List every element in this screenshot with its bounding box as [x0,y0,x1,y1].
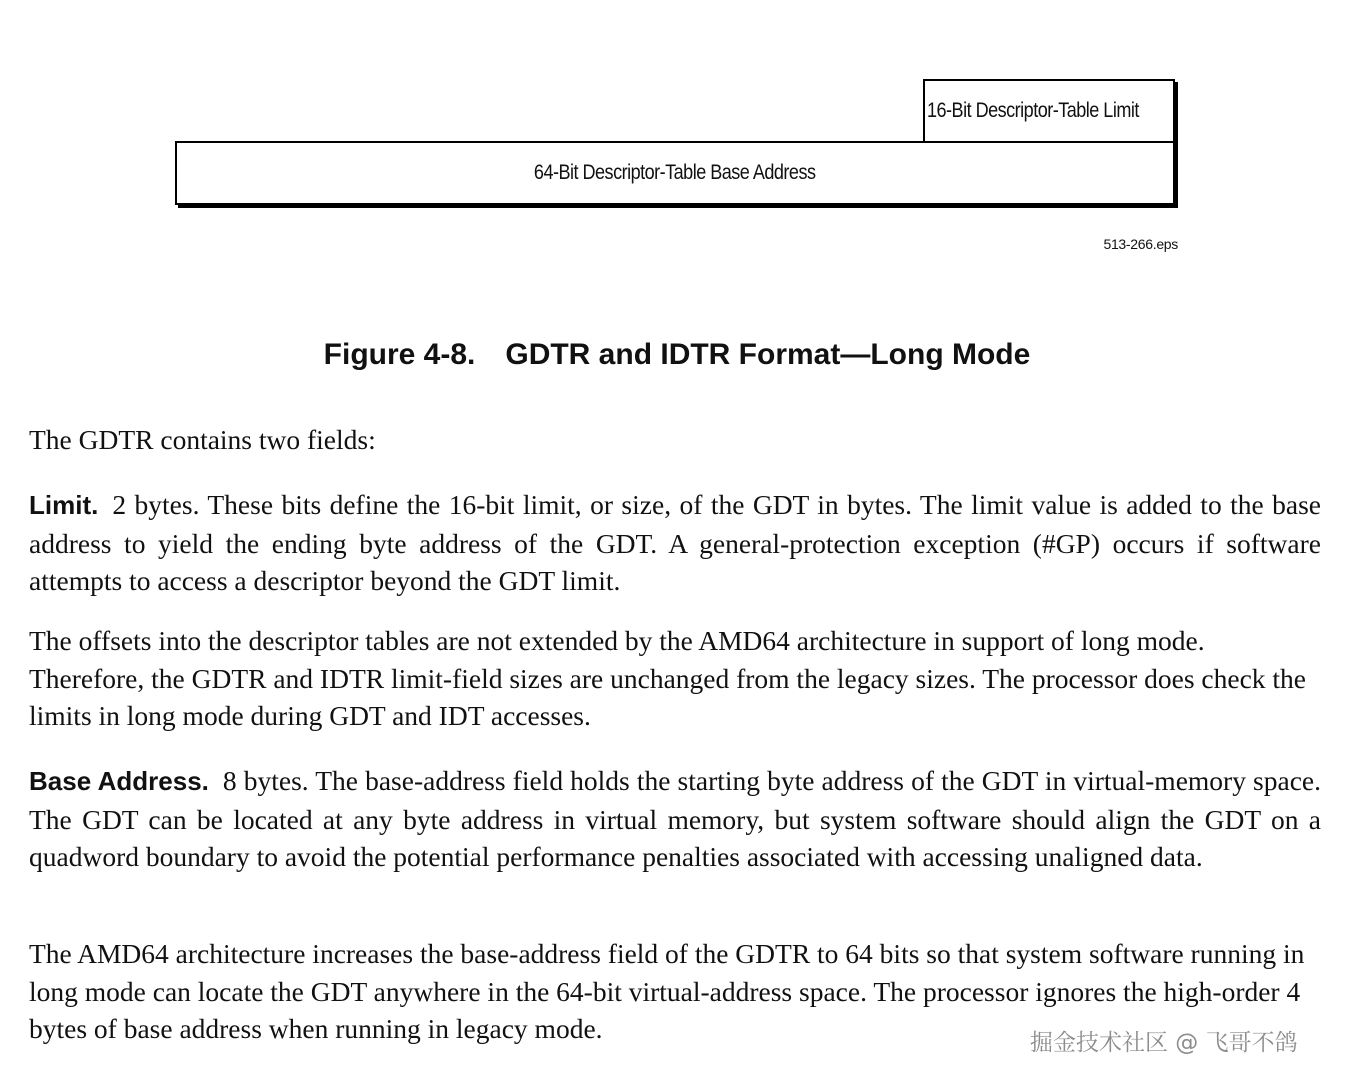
base-address-term: Base Address. [29,766,209,796]
figure-title: GDTR and IDTR Format—Long Mode [505,338,1031,371]
figure-file-id: 513-266.eps [1103,236,1178,252]
figure-caption [0,338,1346,372]
offsets-paragraph: The offsets into the descriptor tables are not extended by the AMD64 architecture in support of long mode. Therefore, the GDTR and IDTR limit-field sizes are unchanged from the legacy sizes. The processor does check the limits in long mode during GDT and IDT accesses. [29,625,1307,731]
limit-paragraph [29,486,1321,600]
base-address-description: 8 bytes. The base-address field holds the starting byte address of the GDT in virtual-memory space. The GDT can be located at any byte address in virtual memory, but system software should align the GDT on a quadword boundary to avoid the potential performance penalties associated with accessing unaligned data. [29,765,1321,872]
descriptor-table-limit-field [923,79,1175,143]
figure-number: Figure 4-8. [323,338,476,371]
limit-field-label: 16-Bit Descriptor-Table Limit [927,99,1139,122]
intro-paragraph: The GDTR contains two fields: [29,424,376,455]
descriptor-table-base-address-field [175,141,1175,205]
amd64-paragraph: The AMD64 architecture increases the base-address field of the GDTR to 64 bits so that system software running in long mode can locate the GDT anywhere in the 64-bit virtual-address space. The processor ignores the high-order 4 bytes of base address when running in legacy mode. [29,938,1305,1044]
base-address-paragraph [29,762,1321,876]
limit-description: 2 bytes. These bits define the 16-bit limit, or size, of the GDT in bytes. The limit value is added to the base address to yield the ending byte address of the GDT. A general-protection exception (#GP) occurs if software attempts to access a descriptor beyond the GDT limit. [29,489,1321,596]
limit-term: Limit. [29,490,99,520]
gdtr-format-diagram [0,0,1346,270]
site-watermark: 掘金技术社区 @ 飞哥不鸽 [1030,1030,1298,1056]
base-address-field-label: 64-Bit Descriptor-Table Base Address [534,161,816,184]
